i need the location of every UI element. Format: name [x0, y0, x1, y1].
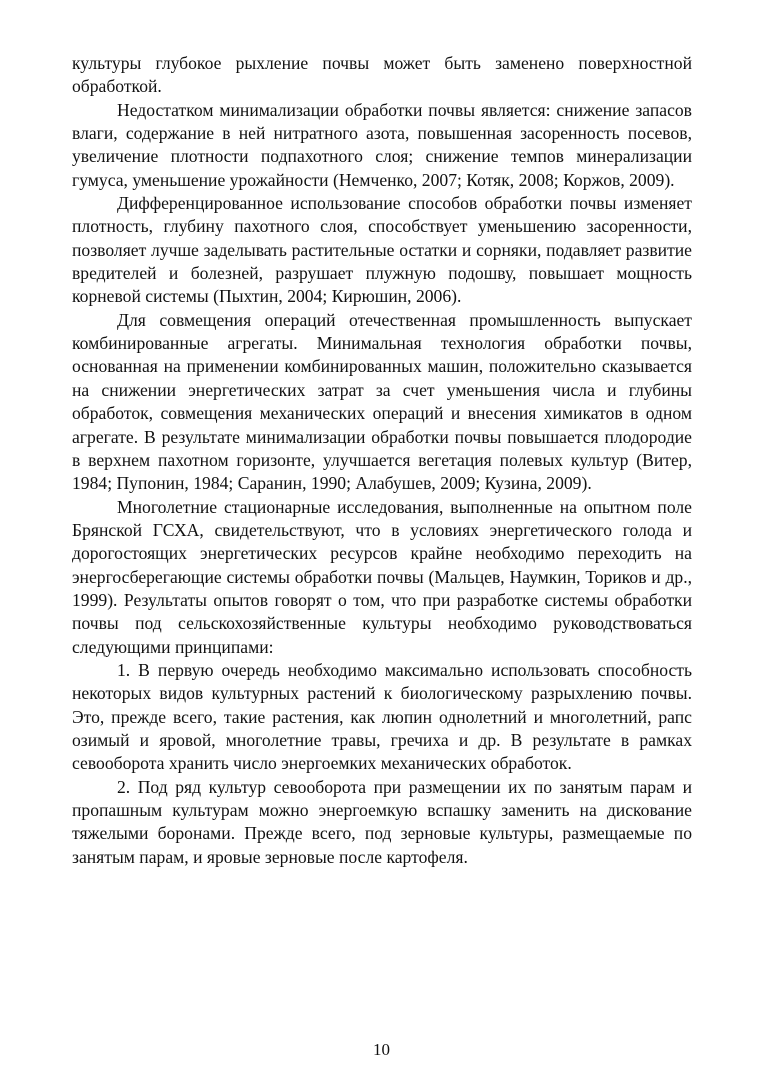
paragraph-minimization-drawbacks: Недостатком минимализации обработки почвы является: снижение запасов влаги, содержание в ней нитратного азота, повышенная засоренность посевов, увеличение плотности подпахотного слоя; снижение темпов минерализации гумуса, уменьшение урожайности (Немченко, 2007; Котяк, 2008; Коржов, 2009). — [72, 99, 692, 190]
paragraph-differentiated-tillage: Дифференцированное использование способов обработки почвы изменяет плотность, глубину пахотного слоя, способствует уменьшению засоренности, позволяет лучше заделывать растительные остатки и сорняки, подавляет развитие вредителей и болезней, разрушает плужную подошву, повышает мощность корневой системы (Пыхтин, 2004; Кирюшин, 2006). — [72, 193, 692, 307]
list-item-principle-2: 2. Под ряд культур севооборота при размещении их по занятым парам и пропашным культурам можно энергоемкую вспашку заменить на дискование тяжелыми боронами. Прежде всего, под зерновые культуры, размещаемые по занятым парам, и яровые зерновые после картофеля. — [72, 776, 692, 867]
paragraph-continuation: культуры глубокое рыхление почвы может быть заменено поверхностной обработкой. — [72, 53, 692, 97]
list-item-principle-1: 1. В первую очередь необходимо максимально использовать способность некоторых видов культурных растений к биологическому разрыхлению почвы. Это, прежде всего, такие растения, как люпин однолетний и многолетний, рапс озимый и яровой, многолетние травы, гречиха и др. В результате в рамках севооборота хранить число энергоемких механических обработок. — [72, 659, 692, 774]
page-number: 10 — [373, 1040, 390, 1059]
page-body — [72, 52, 692, 869]
paragraph-combined-units: Для совмещения операций отечественная промышленность выпускает комбинированные агрегаты. Минимальная технология обработки почвы, основанная на применении комбинированных машин, положительно сказывается на снижении энергетических затрат за счет уменьшения числа и глубины обработок, совмещения механических операций и внесения химикатов в одном агрегате. В результате минимализации обработки почвы повышается плодородие в верхнем пахотном горизонте, улучшается вегетация полевых культур (Витер, 1984; Пупонин, 1984; Саранин, 1990; Алабушев, 2009; Кузина, 2009). — [72, 309, 692, 494]
paragraph-long-term-research: Многолетние стационарные исследования, выполненные на опытном поле Брянской ГСХА, свидетельствуют, что в условиях энергетического голода и дорогостоящих энергетических ресурсов крайне необходимо переходить на энергосберегающие системы обработки почвы (Мальцев, Наумкин, Ториков и др., 1999). Результаты опытов говорят о том, что при разработке системы обработки почвы под сельскохозяйственные культуры необходимо руководствоваться следующими принципами: — [72, 496, 692, 657]
